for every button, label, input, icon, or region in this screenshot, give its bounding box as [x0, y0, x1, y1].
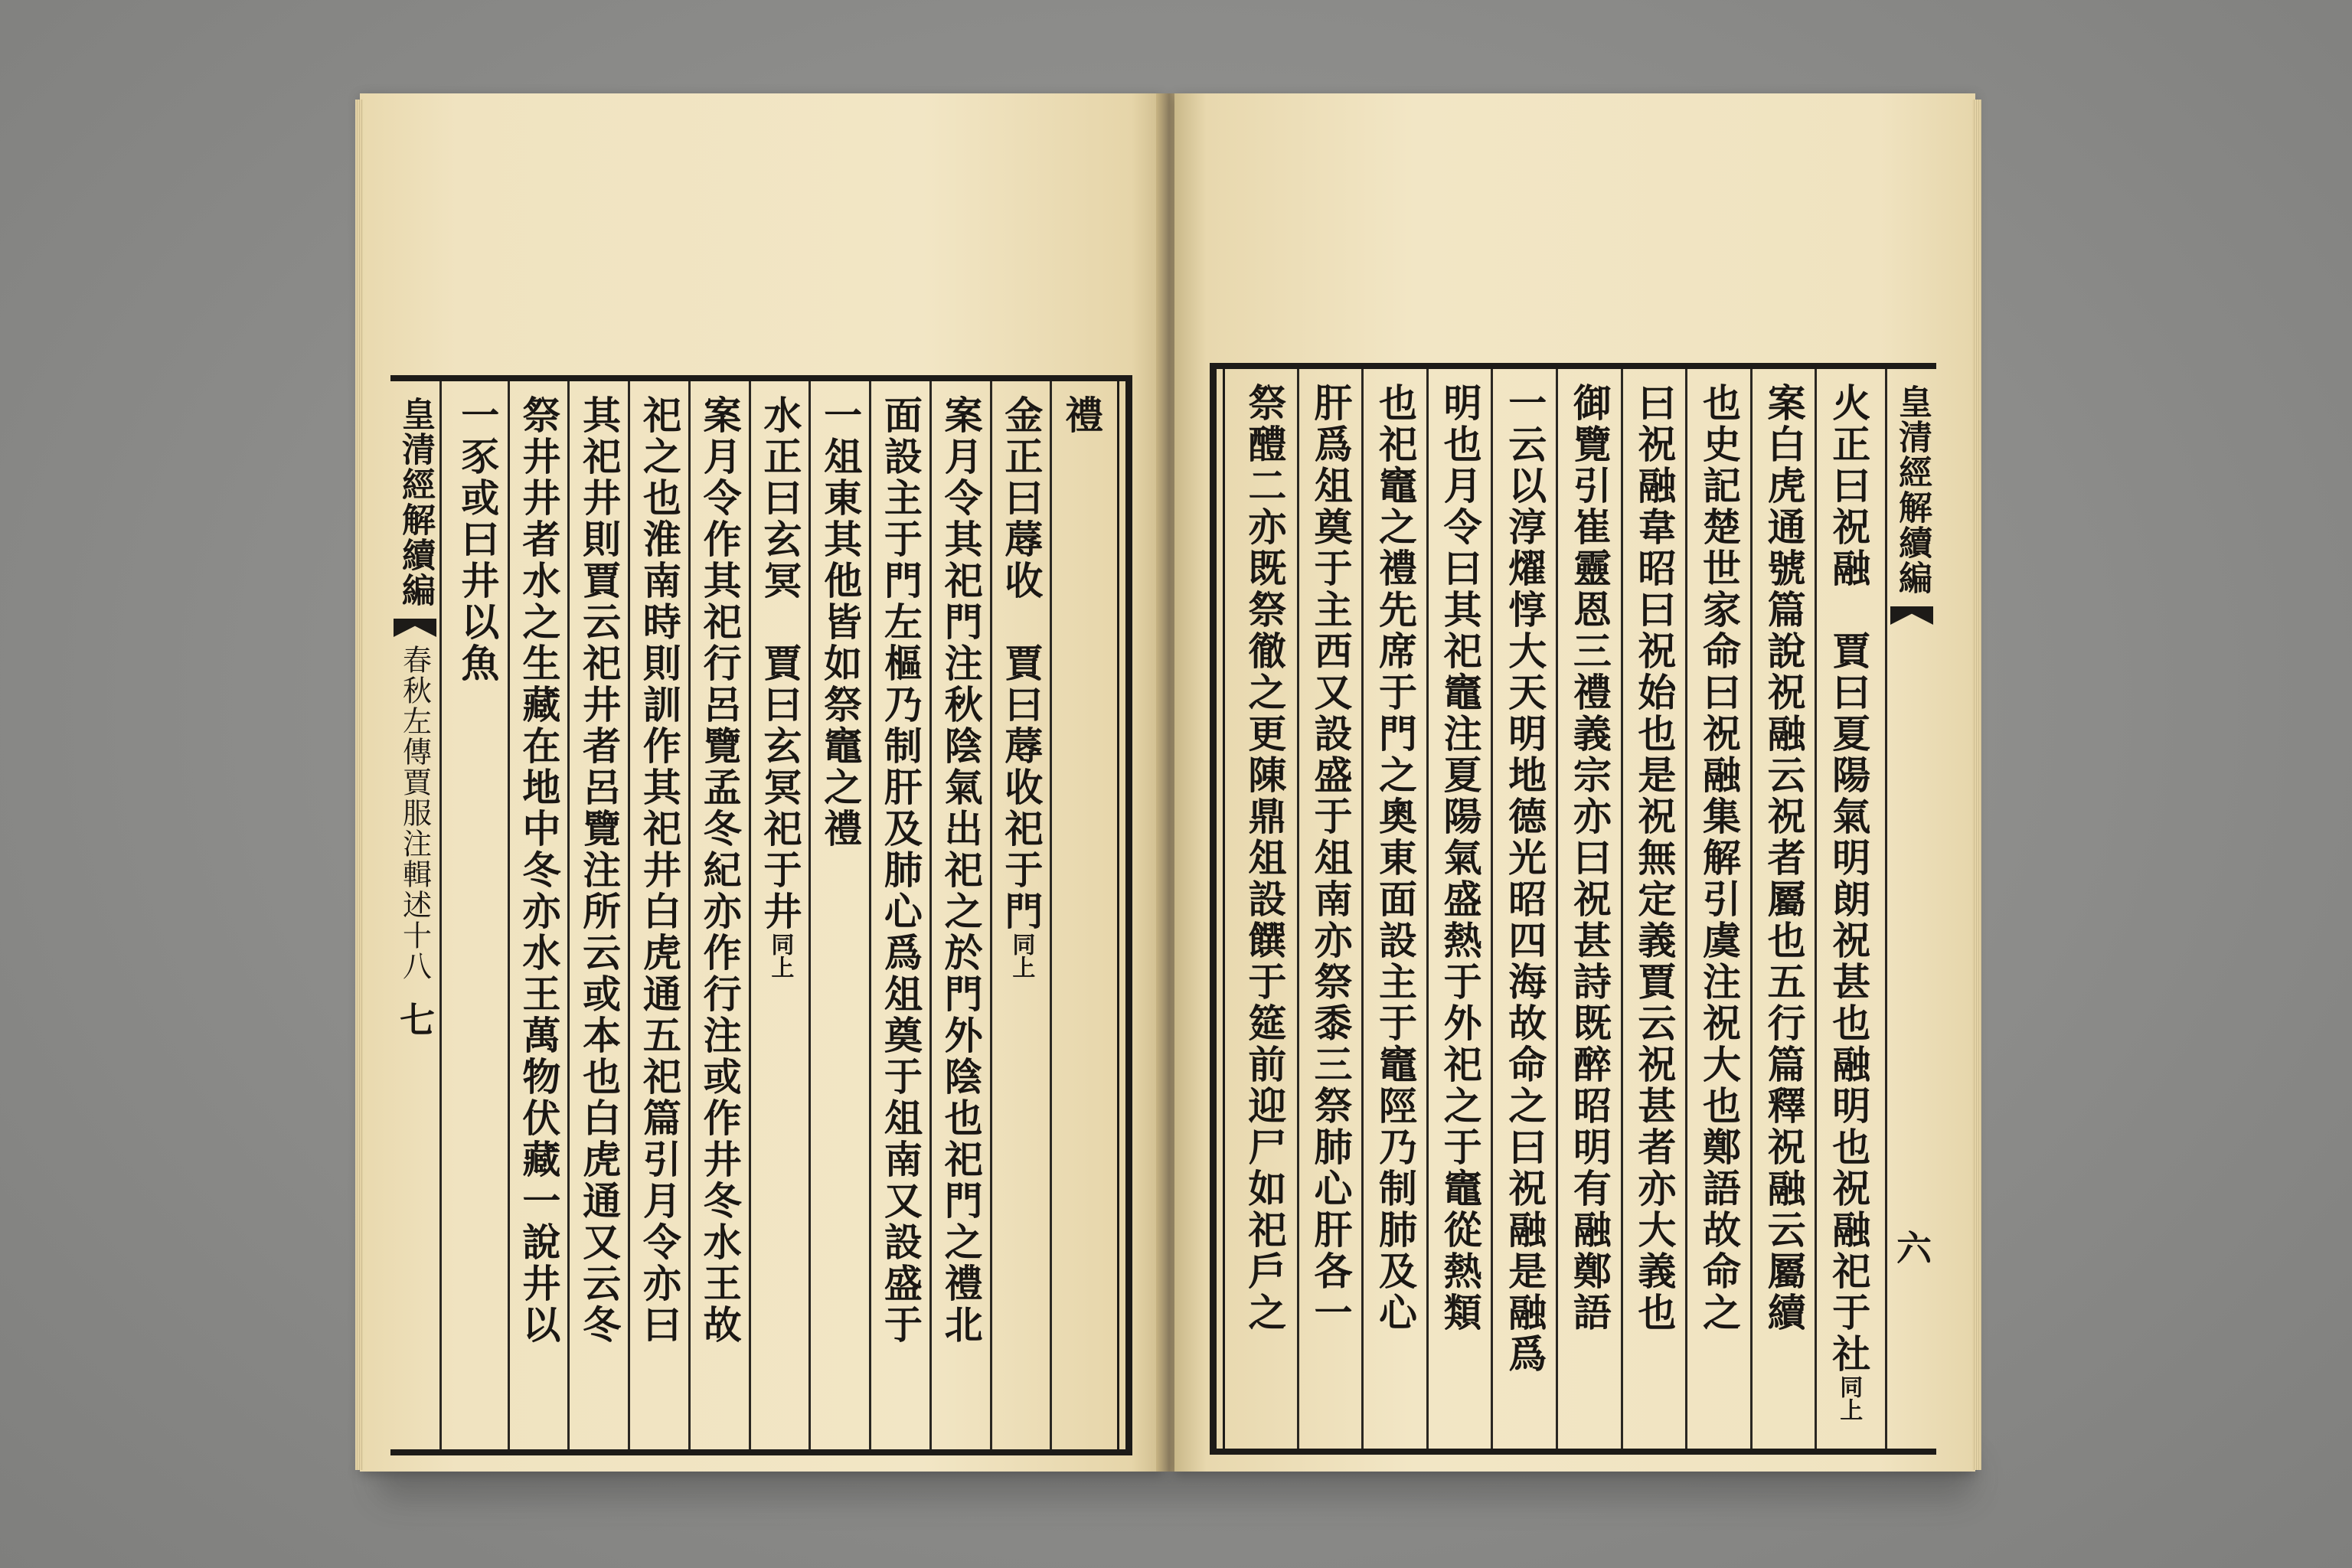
text-column: [1685, 369, 1750, 1449]
column-text: 案月令其祀門注秋陰氣出祀之於門外陰也祀門之禮北: [938, 395, 984, 1346]
left-page-edges: [355, 100, 363, 1470]
column-text: 御覽引崔靈恩三禮義宗亦曰祝甚詩既醉昭明有融鄭語: [1566, 383, 1612, 1334]
band-book-title: 皇清經解續編: [396, 397, 435, 608]
column-text: 火正曰祝融 賈曰夏陽氣明朗祝甚也融明也祝融祀于社同上: [1826, 383, 1872, 1421]
column-text: 案白虎通號篇說祝融云祝者屬也五行篇釋祝融云屬續: [1761, 383, 1807, 1334]
left-text-columns: [447, 381, 1110, 1449]
text-column: [1232, 369, 1297, 1449]
text-column: [508, 381, 568, 1449]
text-column: [869, 381, 929, 1449]
inline-note: 同上: [1835, 1375, 1863, 1421]
column-text: 祭井井者水之生藏在地中冬亦水王萬物伏藏一說井以: [516, 395, 562, 1346]
column-text: 水正曰玄冥 賈曰玄冥祀于井同上: [757, 395, 803, 978]
column-text: 面設主于門左樞乃制肝及肺心爲俎奠于俎南又設盛于: [877, 395, 923, 1346]
column-text: 祭醴二亦既祭徹之更陳鼎俎設饌于筵前迎尸如祀戶之: [1242, 383, 1288, 1334]
text-column: [1815, 369, 1880, 1449]
left-center-band: [390, 381, 442, 1449]
band-book-title: 皇清經解續編: [1893, 384, 1932, 596]
column-text: 明也月令曰其祀竈注夏陽氣盛熱于外祀之于竈從熱類: [1437, 383, 1483, 1334]
text-column: [1750, 369, 1815, 1449]
column-text: 也祀竈之禮先席于門之奧東面設主于竈陘乃制肺及心: [1373, 383, 1419, 1334]
band-chapter-title: 春秋左傳賈服注輯述十八: [397, 645, 432, 982]
right-page-edges: [1972, 100, 1981, 1470]
open-book: [360, 93, 1975, 1479]
text-column: [749, 381, 809, 1449]
column-text: 其祀井則賈云祀井者呂覽注所云或本也白虎通又云冬: [577, 395, 622, 1346]
column-text: 一豕或曰井以魚: [455, 395, 501, 684]
column-text: 祀之也淮南時則訓作其祀井白虎通五祀篇引月令亦曰: [636, 395, 682, 1346]
fishtail-mark-icon: [1890, 606, 1933, 625]
text-column: [1621, 369, 1686, 1449]
fishtail-mark-icon: [394, 619, 436, 637]
text-column: [1491, 369, 1556, 1449]
column-text: 曰祝融韋昭曰祝始也是祝無定義賈云祝甚者亦大義也: [1632, 383, 1677, 1334]
column-text: 禮: [1059, 395, 1105, 436]
text-column: [1426, 369, 1491, 1449]
text-column: [1361, 369, 1426, 1449]
column-text: 一云以淳燿惇大天明地德光昭四海故命之曰祝融是融爲: [1502, 383, 1548, 1375]
text-column: [929, 381, 990, 1449]
column-text: 肝爲俎奠于主西又設盛于俎南亦祭黍三祭肺心肝各一: [1308, 383, 1354, 1334]
text-column: [567, 381, 628, 1449]
text-column: [688, 381, 749, 1449]
column-text: 金正曰蓐收 賈曰蓐收祀于門同上: [998, 395, 1044, 978]
text-column: [990, 381, 1050, 1449]
band-folio-number: 六: [1891, 1230, 1932, 1265]
right-print-frame: [1210, 363, 1936, 1455]
inline-note: 同上: [1008, 933, 1035, 978]
right-center-band: [1885, 369, 1936, 1449]
text-column: [808, 381, 869, 1449]
text-column: [1556, 369, 1621, 1449]
text-column: [1050, 381, 1110, 1449]
right-text-columns: [1232, 369, 1880, 1449]
text-column: [1297, 369, 1362, 1449]
column-text: 案月令作其祀行呂覽孟冬紀亦作行注或作井冬水王故: [697, 395, 743, 1346]
left-page: [360, 93, 1164, 1472]
text-column: [447, 381, 508, 1449]
text-column: [628, 381, 688, 1449]
inline-note: 同上: [766, 933, 794, 978]
column-text: 一俎東其他皆如祭竈之禮: [818, 395, 864, 850]
band-folio-number: 七: [394, 1001, 436, 1037]
right-page: [1174, 93, 1975, 1472]
column-text: 也史記楚世家命曰祝融集解引虞注祝大也鄭語故命之: [1697, 383, 1743, 1334]
left-print-frame: [390, 375, 1132, 1455]
